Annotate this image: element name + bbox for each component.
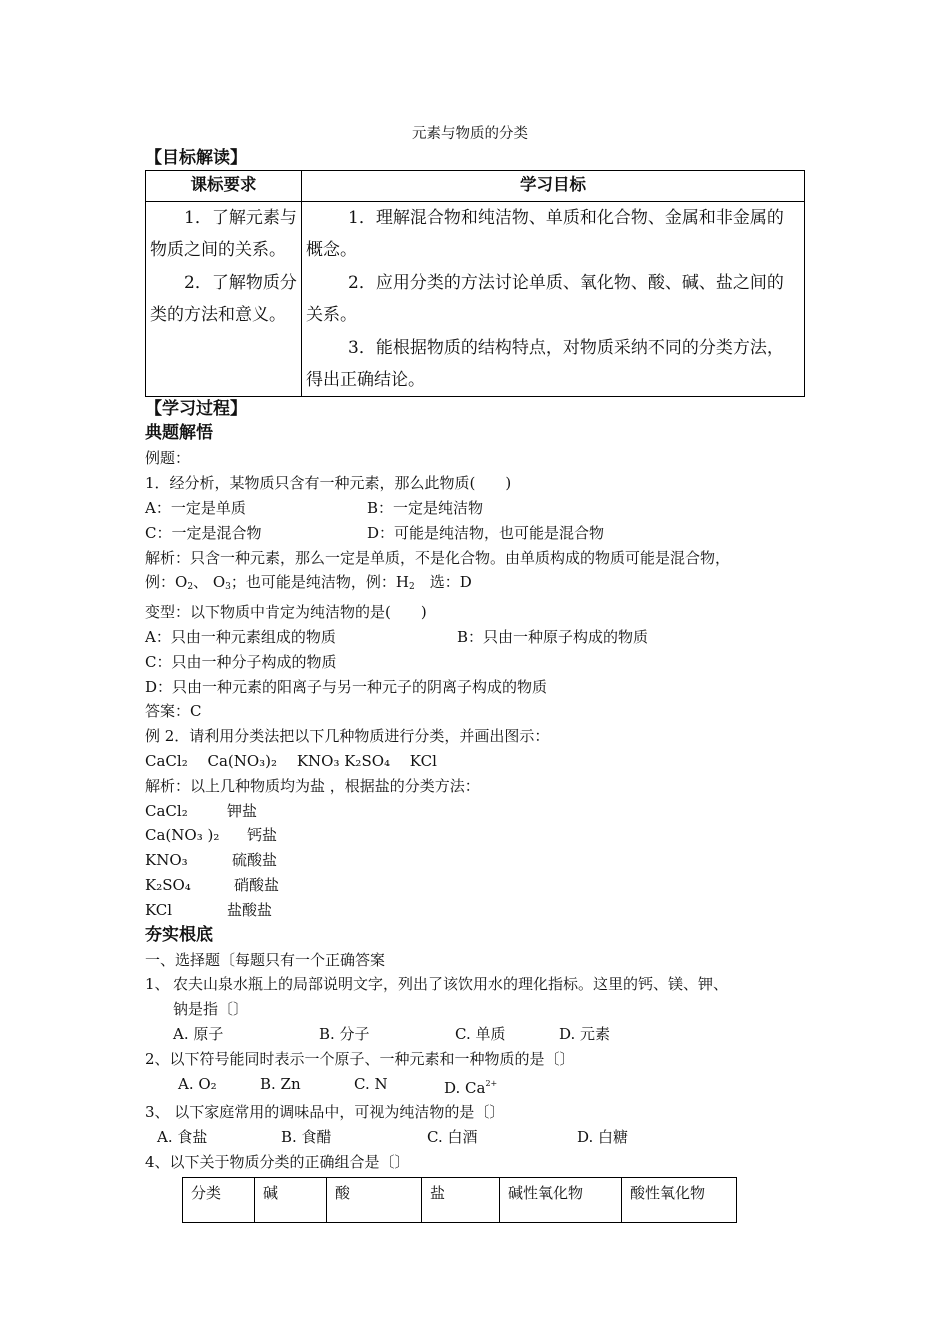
goal-table-header-left: 课标要求 [146, 171, 302, 202]
option-a: A：一定是单质 [145, 499, 246, 518]
question-4: 4、以下关于物质分类的正确组合是〔〕 [145, 1152, 410, 1171]
salt-category: 钾盐 [227, 801, 258, 820]
question-3-options [145, 1125, 805, 1150]
classification-table [182, 1177, 737, 1223]
analysis-text: 例：O [145, 573, 188, 592]
example2-formulas: CaCl₂ Ca(NO₃)₂ KNO₃ K₂SO₄ KCl [145, 752, 437, 770]
option-d [444, 1072, 497, 1101]
option-a: A. 原子 [173, 1024, 224, 1043]
salt-category: 硝酸盐 [234, 875, 280, 894]
subheading-basics: 夯实根底 [145, 924, 213, 945]
section-heading-process: 【学习过程】 [145, 399, 247, 420]
example-label: 例题： [145, 449, 191, 468]
option-c: C：一定是混合物 [145, 523, 262, 542]
requirement-item: 1．了解元素与物质之间的关系。 [150, 208, 297, 261]
table-row [183, 1177, 737, 1222]
table-header-cell: 碱性氧化物 [500, 1177, 622, 1222]
objective-item: 2．应用分类的方法讨论单质、氧化物、酸、碱、盐之间的关系。 [306, 272, 784, 326]
table-header-cell: 盐 [422, 1177, 500, 1222]
question-1-options [145, 1022, 805, 1047]
salt-row [145, 898, 805, 923]
goal-table [145, 170, 805, 397]
formula: CaCl₂ [145, 801, 188, 820]
salt-row [145, 873, 805, 898]
example1-options-ab [145, 496, 805, 521]
option-d-text: D. Ca [444, 1078, 486, 1097]
option-d: D. 白糖 [577, 1128, 629, 1147]
example1-options-cd [145, 521, 805, 546]
option-b: B：一定是纯洁物 [367, 499, 484, 518]
salt-row [145, 799, 805, 824]
example2-analysis: 解析：以上几种物质均为盐 ，根据盐的分类方法： [145, 776, 480, 795]
analysis-text: 、 O [193, 573, 226, 592]
superscript: 2+ [485, 1078, 498, 1088]
goal-table-right-cell [302, 202, 805, 397]
formula: KCl [145, 900, 173, 919]
question-text: 农夫山泉水瓶上的局部说明文字，列出了该饮用水的理化指标。这里的钙、镁、钾、 [173, 975, 729, 994]
option-c: C. 单质 [455, 1024, 506, 1043]
option-d: D. 元素 [559, 1024, 611, 1043]
option-c: C. N [354, 1074, 388, 1093]
question-2: 2、以下符号能同时表示一个原子、一种元素和一种物质的是〔〕 [145, 1049, 575, 1068]
option-a: A. O₂ [178, 1074, 217, 1093]
subscript: 2 [408, 582, 415, 593]
question-number: 1、 [145, 975, 170, 994]
analysis-text: ；也可能是纯洁物，例：H [230, 573, 409, 592]
section-heading-goals: 【目标解读】 [145, 148, 247, 168]
formula: Ca(NO₃ )₂ [145, 826, 220, 845]
subscript: 3 [225, 582, 231, 593]
requirement-item: 2．了解物质分类的方法和意义。 [150, 272, 297, 326]
option-b: B. 食醋 [281, 1128, 332, 1147]
variant-answer: 答案：C [145, 702, 202, 721]
example2-question: 例 2．请利用分类法把以下几种物质进行分类，并画出图示： [145, 727, 550, 746]
subscript: 2 [187, 582, 194, 593]
question-2-options [145, 1072, 805, 1101]
table-header-cell: 酸 [327, 1177, 422, 1222]
objective-item: 3．能根据物质的结构特点，对物质采纳不同的分类方法，得出正确结论。 [306, 337, 784, 391]
example1-analysis: 解析：只含一种元素，那么一定是单质，不是化合物。由单质构成的物质可能是混合物， [145, 548, 731, 567]
goal-table-left-cell [146, 202, 302, 397]
table-header-cell: 碱 [255, 1177, 327, 1222]
salt-category: 钙盐 [247, 826, 278, 845]
salt-category: 硫酸盐 [232, 851, 278, 870]
salt-category: 盐酸盐 [227, 900, 273, 919]
example1-question: 1．经分析，某物质只含有一种元素，那么此物质( ) [145, 474, 512, 493]
analysis-answer: 选：D [414, 573, 472, 592]
mc-section-title: 一、选择题〔每题只有一个正确答案 [145, 950, 386, 969]
salt-row [145, 848, 805, 873]
question-3: 3、 以下家庭常用的调味品中，可视为纯洁物的是〔〕 [145, 1103, 505, 1122]
variant-option-c: C：只由一种分子构成的物质 [145, 652, 337, 671]
salt-row [145, 823, 805, 848]
page-title: 元素与物质的分类 [412, 126, 528, 142]
table-header-cell: 分类 [183, 1177, 255, 1222]
question-1-cont: 钠是指〔〕 [173, 1000, 249, 1019]
formula: K₂SO₄ [145, 875, 191, 894]
option-b: B：只由一种原子构成的物质 [457, 628, 649, 647]
formula: KNO₃ [145, 851, 188, 870]
option-c: C. 白酒 [427, 1128, 478, 1147]
subheading-examples: 典题解悟 [145, 423, 213, 444]
option-a: A：只由一种元素组成的物质 [145, 628, 336, 647]
option-b: B. 分子 [319, 1024, 370, 1043]
option-a: A. 食盐 [157, 1128, 208, 1147]
variant-options-ab [145, 625, 805, 650]
goal-table-header-right: 学习目标 [302, 171, 805, 202]
example1-analysis-cont [145, 570, 805, 600]
variant-question: 变型：以下物质中肯定为纯洁物的是( ) [145, 603, 427, 622]
option-d: D：可能是纯洁物，也可能是混合物 [367, 523, 605, 542]
document-page [145, 122, 805, 1223]
objective-item: 1．理解混合物和纯洁物、单质和化合物、金属和非金属的概念。 [306, 208, 784, 261]
table-header-cell: 酸性氧化物 [622, 1177, 737, 1222]
variant-option-d: D：只由一种元素的阳离子与另一种元子的阴离子构成的物质 [145, 677, 548, 696]
option-b: B. Zn [260, 1074, 301, 1093]
question-1 [145, 972, 805, 997]
